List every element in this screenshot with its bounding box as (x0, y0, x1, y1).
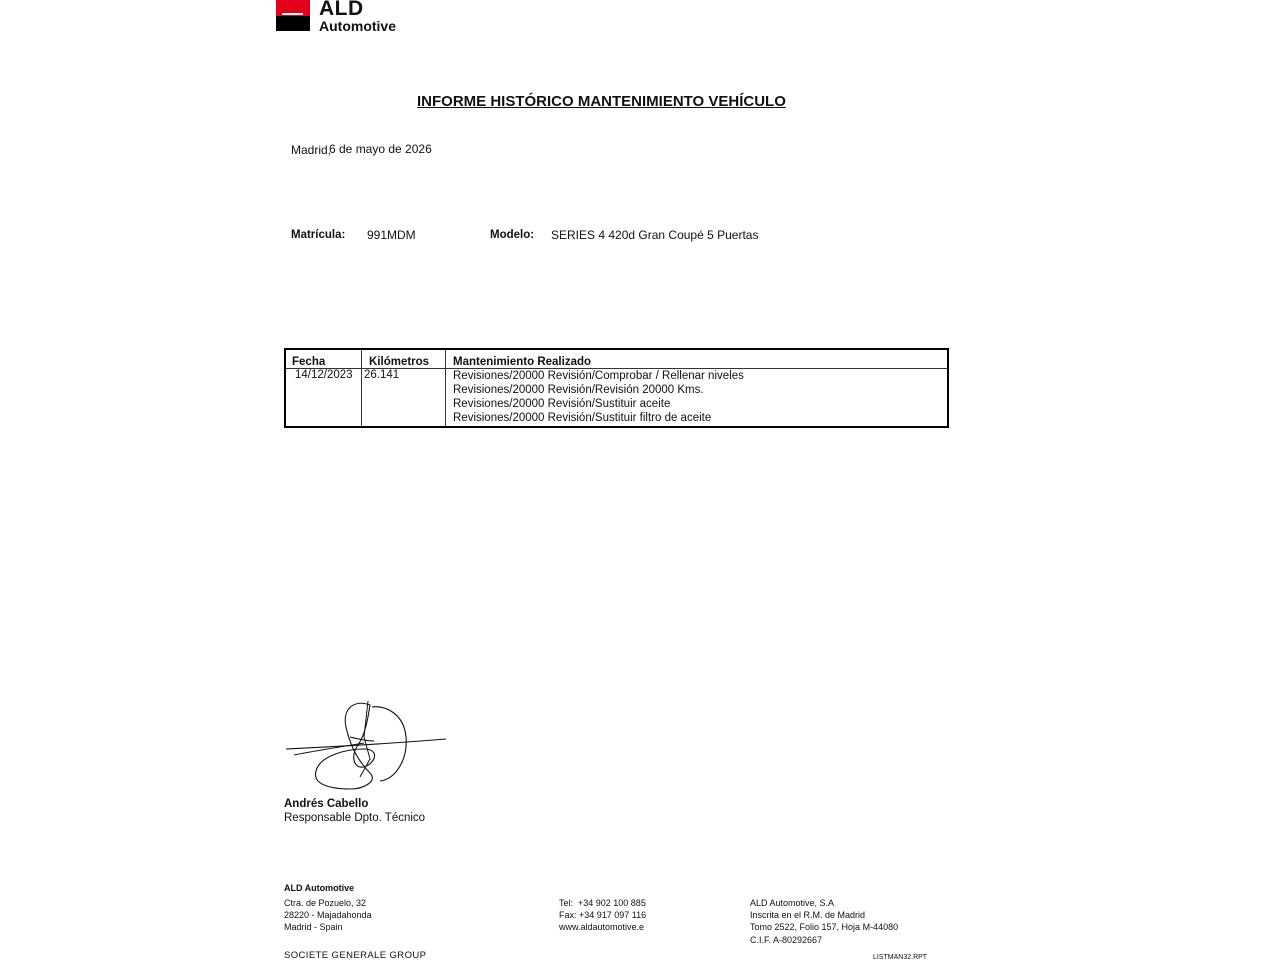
signer-name: Andrés Cabello (284, 798, 369, 810)
footer-fax: Fax: +34 917 097 116 (559, 910, 647, 920)
handwritten-signature (284, 697, 448, 793)
footer-legal-line: Tomo 2522, Folio 157, Hoja M-44080 (750, 922, 899, 932)
footer-address-line: 28220 - Majadahonda (284, 910, 372, 920)
row-date: 14/12/2023 (295, 369, 353, 381)
plate-label: Matrícula: (291, 229, 346, 241)
header-maintenance: Mantenimiento Realizado (453, 356, 592, 368)
report-code: LISTMAN32.RPT (873, 954, 928, 961)
signer-role: Responsable Dpto. Técnico (284, 812, 426, 824)
maintenance-item: Revisiones/20000 Revisión/Revisión 20000 Kms. (453, 384, 704, 396)
header-km: Kilómetros (369, 356, 430, 368)
maintenance-table (284, 348, 949, 428)
footer-legal-line: ALD Automotive, S.A (750, 898, 835, 908)
row-km: 26.141 (364, 369, 400, 381)
footer-website: www.aldautomotive.e (559, 922, 645, 932)
ald-logo-mark (276, 0, 310, 31)
date-city: Madrid, (291, 143, 332, 157)
header-date: Fecha (292, 356, 326, 368)
maintenance-item: Revisiones/20000 Revisión/Sustituir aceite (453, 398, 671, 410)
model-value: SERIES 4 420d Gran Coupé 5 Puertas (551, 228, 759, 242)
maintenance-item: Revisiones/20000 Revisión/Comprobar / Rellenar niveles (453, 370, 744, 382)
report-title: INFORME HISTÓRICO MANTENIMIENTO VEHÍCULO (417, 93, 786, 110)
plate-value: 991MDM (367, 228, 416, 242)
footer-legal-line: Inscrita en el R.M. de Madrid (750, 910, 866, 920)
report-date: 6 de mayo de 2026 (329, 142, 432, 156)
logo-text-automotive: Automotive (319, 18, 396, 34)
footer-phone: Tel: +34 902 100 885 (559, 898, 646, 908)
footer-address-line: Ctra. de Pozuelo, 32 (284, 898, 367, 908)
footer-address-line: Madrid - Spain (284, 922, 343, 932)
logo-text-ald: ALD (319, 0, 364, 20)
societe-generale-group-mark: SOCIETE GENERALE GROUP (284, 950, 427, 961)
footer-legal-line: C.I.F. A-80292667 (750, 935, 823, 945)
footer-company: ALD Automotive (284, 883, 355, 893)
maintenance-item: Revisiones/20000 Revisión/Sustituir filtro de aceite (453, 412, 712, 424)
model-label: Modelo: (490, 229, 535, 241)
